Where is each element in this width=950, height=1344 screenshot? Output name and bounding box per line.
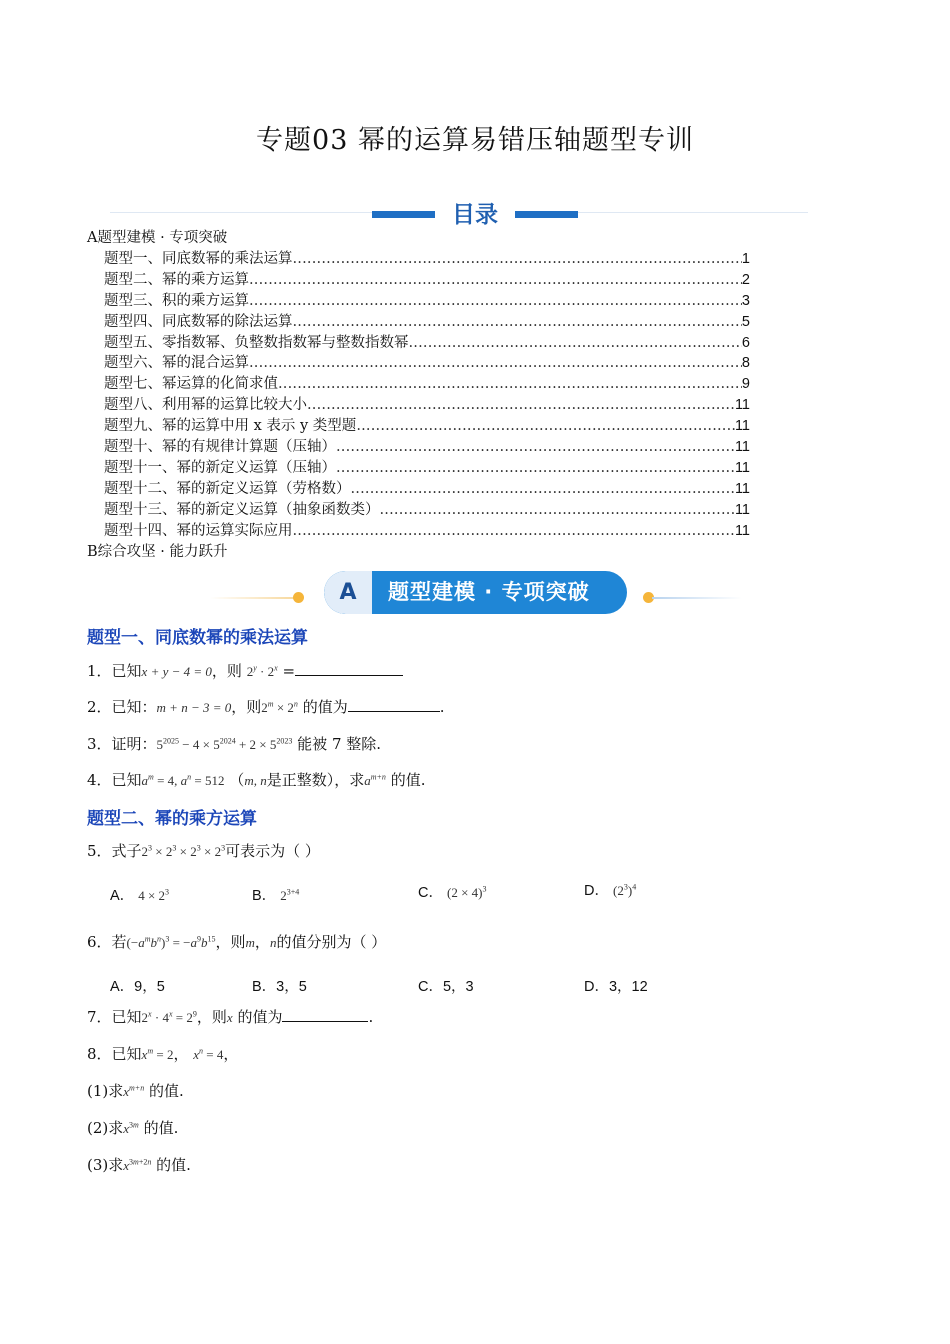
q8-part-2-label: (2)求 [87,1119,124,1137]
banner-letter: A [324,571,372,614]
q6-equation: $(-a^mb^n)^3 = -a^9b^{15}$ [126,934,216,950]
toc-item-label: 题型十、幂的有规律计算题（压轴） [104,439,336,456]
table-of-contents [87,228,750,563]
q6-text: 6．若 [87,933,127,951]
q6-option-b[interactable]: B．3，5 [252,979,307,995]
q1-text-post: = [282,662,296,680]
q7-var: x [226,1010,233,1025]
section-banner [324,571,627,614]
question-8 [87,1043,238,1064]
q7-text-end: . [368,1008,374,1026]
toc-item-leader [249,353,742,374]
toc-item-page: 11 [734,480,750,497]
q8-part-2-end: 的值. [143,1119,179,1137]
q7-text: 7．已知 [87,1008,142,1026]
toc-item[interactable] [87,291,750,312]
toc-item-leader [380,500,735,521]
toc-item-leader [278,374,742,395]
toc-item-page: 11 [734,522,750,539]
q5-option-c-label: C． [418,885,443,901]
toc-item-label: 题型十二、幂的新定义运算（劳格数） [104,480,351,497]
banner-dot-left [293,592,304,603]
q1-equation: x + y − 4 = 0 [141,664,212,679]
toc-item-page: 5 [741,313,750,330]
toc-item[interactable] [87,416,750,437]
q4-text-mid: （ [229,771,245,789]
q6-var-n: n [269,935,277,950]
question-3 [87,733,381,754]
question-2 [87,696,444,717]
toc-item[interactable] [87,333,750,354]
toc-item-label: 题型三、积的乘方运算 [104,292,249,309]
toc-section-a[interactable]: A题型建模 · 专项突破 [87,230,228,246]
toc-divider-left [110,212,372,213]
toc-item[interactable] [87,458,750,479]
toc-item-label: 题型六、幂的混合运算 [104,355,249,372]
q8-text-end: ， [223,1045,239,1063]
q1-text: 1．已知 [87,662,142,680]
q8-part-1 [87,1080,184,1101]
q8-text: 8．已知 [87,1045,142,1063]
q2-answer-blank[interactable] [348,697,440,712]
q2-equation: m + n − 3 = 0 [156,700,232,715]
q8-part-3 [87,1154,191,1175]
q4-text-post: 的值. [390,771,426,789]
q7-text-post: 的值为 [237,1008,283,1026]
toc-item-leader [293,521,735,542]
q4-text: 4．已知 [87,771,142,789]
q3-expression: $5^{2025} - 4 \times 5^{2024} + 2 \times 5^{2023}$ [156,736,293,752]
toc-item-page: 11 [734,397,750,414]
q5-option-b-label: B． [252,888,277,904]
q4-text-mid2: 是正整数），求 [266,771,365,789]
toc-item-label: 题型四、同底数幂的除法运算 [104,313,293,330]
toc-divider-right [578,212,808,213]
toc-item-page: 9 [741,376,750,393]
q5-text: 5．式子 [87,842,142,860]
toc-item-page: 11 [734,459,750,476]
toc-item[interactable] [87,437,750,458]
q6-var-m: m [245,935,255,950]
q5-option-d-label: D． [584,883,609,899]
page-title: 专题03 幂的运算易错压轴题型专训 [256,125,694,156]
toc-item-leader [351,479,735,500]
toc-item-page: 11 [734,501,750,518]
q8-part-1-label: (1)求 [87,1082,124,1100]
q6-option-a[interactable]: A．9，5 [110,979,165,995]
section-heading-1: 题型一、同底数幂的乘法运算 [87,628,308,648]
q4-vars: m, n [244,773,267,788]
q6-text-mid: ，则 [215,933,246,951]
toc-item[interactable] [87,521,750,542]
toc-item[interactable] [87,353,750,374]
q2-text-post: 的值为 [302,698,348,716]
toc-item[interactable] [87,500,750,521]
toc-item-leader [293,249,742,270]
q7-text-mid: ，则 [196,1008,227,1026]
toc-item-leader [249,291,742,312]
q8-cond-1: $x^m = 2$ [141,1046,174,1062]
q4-equation: $a^m = 4$, $a^n = 512$ [141,772,225,788]
q3-text-post: 能被 7 整除. [297,735,382,753]
question-6 [87,931,386,952]
toc-item-leader [293,312,742,333]
toc-item-leader [307,395,735,416]
q6-text-post: 的值分别为（ ） [276,933,387,951]
toc-item-label: 题型七、幂运算的化简求值 [104,376,278,393]
q8-part-2-expr: $x^{3m}$ [123,1120,139,1136]
toc-item-leader [409,333,742,354]
toc-item-page: 8 [741,355,750,372]
q8-text-sep: ， [173,1045,189,1063]
q8-part-2 [87,1117,178,1138]
toc-item-label: 题型五、零指数幂、负整数指数幂与整数指数幂 [104,334,409,351]
toc-item-page: 3 [741,292,750,309]
question-4 [87,769,425,790]
q5-option-d-expr: $(2^3)^4$ [613,882,637,898]
toc-item-page: 11 [734,418,750,435]
banner-text: 题型建模 · 专项突破 [388,580,590,604]
q5-option-b[interactable] [252,884,299,905]
q1-expression: $2^y \cdot 2^x$ [246,663,278,679]
q5-text-post: 可表示为（ ） [225,842,320,860]
q2-text-end: . [439,698,445,716]
toc-bar-right [515,211,578,218]
q5-option-a-label: A． [110,888,135,904]
toc-item-leader [249,270,742,291]
toc-item-page: 2 [741,271,750,288]
q8-part-3-end: 的值. [156,1156,191,1174]
toc-item-label: 题型二、幂的乘方运算 [104,271,249,288]
toc-item-leader [336,458,735,479]
q5-option-d[interactable] [584,879,636,900]
toc-item-page: 1 [741,250,750,267]
q6-option-c[interactable]: C．5，3 [418,979,474,995]
toc-item-label: 题型九、幂的运算中用 x 表示 y 类型题 [104,418,357,435]
q8-cond-2: $x^n = 4$ [193,1046,224,1062]
toc-heading: 目录 [452,202,498,228]
q8-part-3-label: (3)求 [87,1156,124,1174]
question-7 [87,1006,373,1027]
toc-item[interactable] [87,479,750,500]
banner-line-left [210,597,298,599]
toc-section-b[interactable]: B综合攻坚 · 能力跃升 [87,543,228,560]
q2-text: 2．已知： [87,698,157,716]
toc-item-label: 题型八、利用幂的运算比较大小 [104,397,307,414]
question-5 [87,840,320,861]
toc-item-leader [356,416,735,437]
toc-item-label: 题型十一、幂的新定义运算（压轴） [104,459,336,476]
section-heading-2: 题型二、幂的乘方运算 [87,809,257,829]
q5-option-b-expr: $2^{3+4}$ [280,887,300,903]
q5-option-c-expr: $(2 \times 4)^3$ [447,884,487,900]
q8-part-1-expr: $x^{m+n}$ [123,1083,145,1099]
q3-text: 3．证明： [87,735,157,753]
toc-item-page: 11 [734,439,750,456]
q7-answer-blank[interactable] [282,1007,368,1022]
q5-option-a[interactable] [110,884,169,905]
toc-item-leader [336,437,735,458]
q1-answer-blank[interactable] [295,661,403,676]
q5-option-c[interactable] [418,881,487,902]
q5-expression: $2^3 \times 2^3 \times 2^3 \times 2^3$ [141,843,226,859]
q8-part-3-expr: $x^{3m+2n}$ [123,1157,152,1173]
q2-text-mid: ，则 [231,698,262,716]
toc-item-label: 题型十四、幂的运算实际应用 [104,522,293,539]
toc-item[interactable] [87,249,750,270]
q7-equation: $2^x \cdot 4^x = 2^9$ [141,1009,197,1025]
q6-text-sep: ， [254,933,270,951]
toc-item-label: 题型十三、幂的新定义运算（抽象函数类） [104,501,380,518]
q4-target: $a^{m+n}$ [364,772,386,788]
q5-option-a-expr: $4 \times 2^3$ [138,887,170,903]
toc-item[interactable] [87,270,750,291]
question-1 [87,660,403,681]
toc-item[interactable] [87,374,750,395]
toc-item-page: 6 [741,334,750,351]
toc-item-label: 题型一、同底数幂的乘法运算 [104,250,293,267]
q1-text-mid: ，则 [211,662,242,680]
toc-bar-left [372,211,435,218]
toc-item[interactable] [87,312,750,333]
q2-expression: $2^m \times 2^n$ [261,699,298,715]
q8-part-1-end: 的值. [149,1082,184,1100]
q6-option-d[interactable]: D．3，12 [584,979,648,995]
toc-item[interactable] [87,395,750,416]
banner-line-right [652,597,742,599]
